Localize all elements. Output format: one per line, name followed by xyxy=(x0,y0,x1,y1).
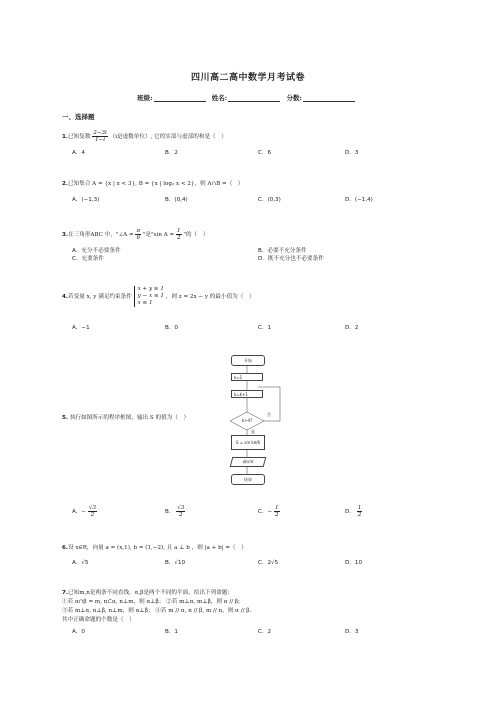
question-number: 4. xyxy=(62,294,69,300)
q1-option-a: A．4 xyxy=(72,150,85,156)
score-blank xyxy=(303,95,355,102)
q4-option-c: C．1 xyxy=(258,325,272,331)
fraction xyxy=(274,505,280,518)
fraction xyxy=(135,228,141,241)
fraction-numerator: 1 xyxy=(274,505,279,511)
question-number: 6. xyxy=(62,545,69,551)
option-label: A． xyxy=(72,509,82,515)
question-text: "是"sin A = xyxy=(142,232,175,238)
flow-condition: k>4? xyxy=(241,418,253,423)
section-heading: 一、选择题 xyxy=(62,113,95,121)
q3-option-a: A．充分不必要条件 xyxy=(72,248,121,254)
flow-no-label: 否 xyxy=(267,412,271,417)
fraction xyxy=(92,130,108,143)
question-5 xyxy=(62,415,189,422)
class-blank xyxy=(154,95,206,102)
option-label: B． xyxy=(165,509,175,515)
q2-option-a: A．(−1,3) xyxy=(72,197,100,203)
fraction-numerator: √3 xyxy=(177,505,185,511)
fraction-numerator: √3 xyxy=(88,505,97,511)
fraction-denominator: 2 xyxy=(179,512,183,518)
fraction-numerator: 2−3i xyxy=(93,130,107,136)
question-text: 若变量 x, y 满足约束条件 xyxy=(68,294,132,300)
q2-option-d: D．(−1,4) xyxy=(345,197,373,203)
flow-increment: k=k+1 xyxy=(231,390,263,398)
fraction-denominator: 6 xyxy=(136,235,141,241)
question-3 xyxy=(62,228,208,241)
fraction-denominator: 2 xyxy=(90,512,95,518)
question-text: ，则 z = 2x − y 的最小值为（ ） xyxy=(165,294,255,300)
constraint: y − x ≤ 1 xyxy=(137,293,164,299)
class-label: 班级: xyxy=(137,94,153,102)
question-number: 3. xyxy=(62,232,69,238)
q2-option-c: C．(0,3) xyxy=(258,197,281,203)
q6-option-d: D．10 xyxy=(345,560,363,566)
fraction xyxy=(176,505,185,518)
q4-option-a: A．−1 xyxy=(72,325,90,331)
score-label: 分数: xyxy=(286,94,302,102)
q4-option-b: B．0 xyxy=(165,325,178,331)
flow-calc: S = sin kπ/6 xyxy=(231,435,265,450)
question-2 xyxy=(62,181,244,188)
question-number: 1. xyxy=(62,134,69,140)
constraint-system xyxy=(134,286,164,307)
fraction xyxy=(88,505,97,518)
fraction-denominator: 2 xyxy=(274,512,279,518)
q3-option-b: B．必要不充分条件 xyxy=(258,248,307,254)
fraction-denominator: 2 xyxy=(177,235,181,241)
q1-option-d: D．3 xyxy=(345,150,359,156)
question-text: "的（ ） xyxy=(183,232,209,238)
option-sign: − xyxy=(267,509,273,515)
option-label: C． xyxy=(258,509,268,515)
q7-option-d: D．3 xyxy=(345,629,359,635)
fraction xyxy=(357,505,363,518)
q7-option-c: C．2 xyxy=(258,629,272,635)
question-7 xyxy=(62,590,229,597)
q2-option-b: B．(0,4) xyxy=(165,197,188,203)
flow-start: 开始 xyxy=(231,355,265,366)
question-6 xyxy=(62,545,247,552)
q3-option-c: C．充要条件 xyxy=(72,256,104,262)
question-text: 在三角形ABC 中，"∠A = xyxy=(68,232,134,238)
flowchart xyxy=(225,353,295,503)
q6-option-b: B．√10 xyxy=(165,560,186,566)
question-text: 已知复数 xyxy=(68,134,91,140)
fraction xyxy=(176,228,182,241)
q5-option-b xyxy=(165,505,185,518)
question-number: 7. xyxy=(62,590,69,596)
flow-end: 结束 xyxy=(231,474,265,485)
constraint: x + y ≥ 1 xyxy=(137,286,164,292)
option-sign: − xyxy=(81,509,87,515)
flow-yes-label: 是 xyxy=(251,429,255,434)
q5-option-d xyxy=(345,505,362,518)
q1-option-b: B．2 xyxy=(165,150,178,156)
question-7-line-3: ③若 m⊥α, n⊥β, n⊥m，则 α⊥β； ④若 m // α, n // β, m // n，则 α // β. xyxy=(62,608,252,614)
flow-output: 输出S xyxy=(230,457,267,467)
q3-option-d: D．既不充分也不必要条件 xyxy=(258,256,324,262)
q7-option-b: B．1 xyxy=(165,629,178,635)
fraction-denominator: 1−i xyxy=(94,137,106,143)
q6-option-c: C．2√5 xyxy=(258,560,279,566)
fraction-denominator: 2 xyxy=(357,512,362,518)
name-blank xyxy=(228,95,280,102)
q4-option-d: D．2 xyxy=(345,325,359,331)
option-label: D． xyxy=(345,509,355,515)
question-number: 5. xyxy=(62,415,69,421)
fraction-numerator: 1 xyxy=(177,228,181,234)
question-7-line-2: ①若 α∩β = m, n⊂α, n⊥m，则 α⊥β； ②若 m⊥α, m⊥β，则 α // β; xyxy=(62,599,241,605)
page-title: 四川高二高中数学月考试卷 xyxy=(190,73,305,83)
question-text: 设 x∈R，向量 a = (x,1), b = (1,−2), 且 a ⊥ b ，则 |a + b| =（ ） xyxy=(68,545,247,551)
q6-option-a: A．√5 xyxy=(72,560,89,566)
q5-option-a xyxy=(72,505,97,518)
question-text: 执行如图所示的程序框图，输出 S 的值为（ ） xyxy=(69,415,190,421)
q1-option-c: C．6 xyxy=(258,150,272,156)
fraction-numerator: π xyxy=(136,228,141,234)
q5-option-c xyxy=(258,505,280,518)
question-text: 已知m,n是两条不同直线，α,β是两个不同的平面，给出下列命题: xyxy=(68,590,230,596)
question-4 xyxy=(62,286,255,307)
fraction-numerator: 1 xyxy=(357,505,362,511)
question-text: 已知集合 A = {x | x < 3}, B = {x | log₂ x < 2}，则 A∩B =（ ） xyxy=(68,181,244,187)
question-text: （i是虚数单位）, 它的实部与虚部的和是（ ） xyxy=(109,134,227,140)
constraint: x ≤ 1 xyxy=(137,300,153,306)
question-7-line-4: 其中正确命题的个数是（ ） xyxy=(62,617,135,623)
name-label: 姓名: xyxy=(211,94,228,102)
question-number: 2. xyxy=(62,181,69,187)
question-1 xyxy=(62,130,227,143)
student-info-line xyxy=(0,93,496,102)
flow-init: k=1 xyxy=(231,373,263,381)
q7-option-a: A．0 xyxy=(72,629,85,635)
